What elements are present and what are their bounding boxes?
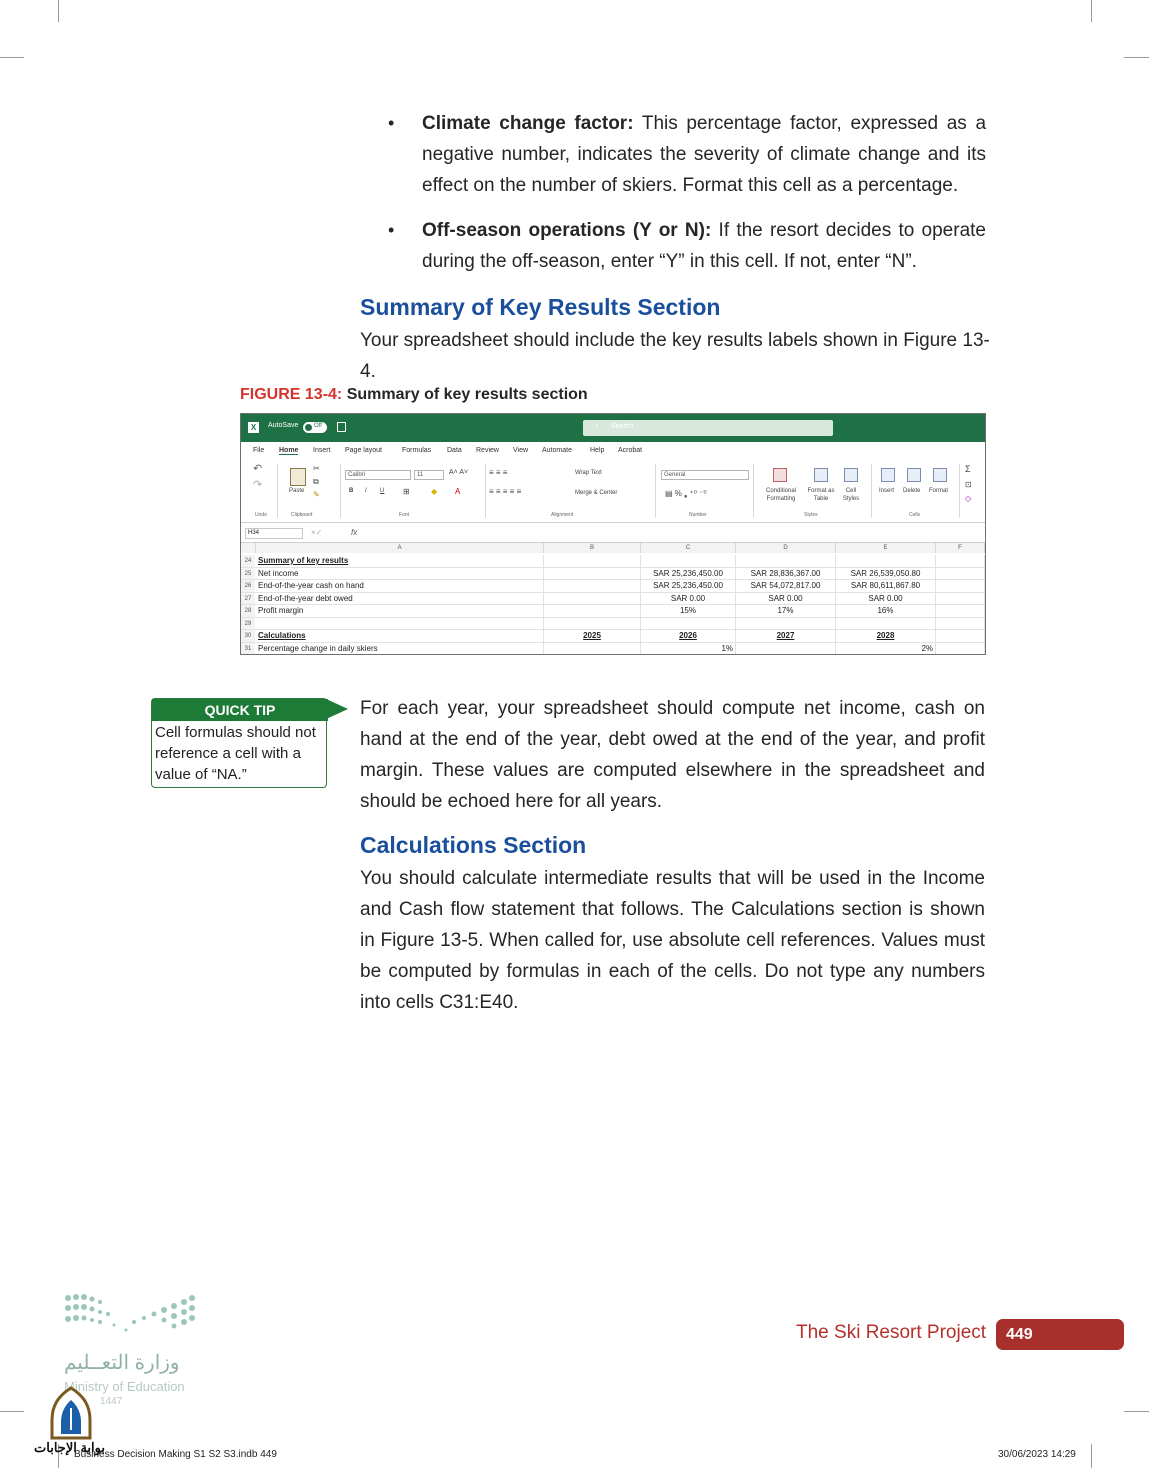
table-row — [241, 618, 985, 631]
ministry-year: 1447 — [100, 1396, 123, 1407]
crop-mark — [58, 0, 59, 22]
row-number[interactable]: 25 — [241, 568, 255, 580]
cell[interactable] — [936, 618, 985, 630]
redo-icon[interactable]: ↷ — [253, 479, 263, 491]
cell[interactable] — [936, 593, 985, 605]
bullet-item — [386, 108, 986, 201]
ministry-name-arabic: وزارة التعــليم — [64, 1352, 180, 1374]
autosave-state: Off — [314, 423, 322, 429]
quick-tip-body: Cell formulas should not reference a cell with a value of “NA.” — [155, 724, 316, 783]
row-number[interactable]: 24 — [241, 555, 255, 567]
ministry-name-english: Ministry of Education — [64, 1379, 185, 1394]
formula-cancel-icon[interactable]: ×✓ — [311, 528, 323, 537]
summary-intro: Your spreadsheet should include the key results labels shown in Figure 13-4. — [360, 330, 990, 382]
tab-page-layout[interactable]: Page layout — [345, 447, 382, 454]
tab-home[interactable]: Home — [279, 447, 299, 454]
grow-font-icon[interactable]: A˄ A˅ — [449, 469, 469, 476]
cell[interactable]: 2028 — [836, 630, 936, 642]
group-label-styles: Styles — [804, 512, 818, 518]
cell[interactable] — [836, 618, 936, 630]
format-painter-icon[interactable]: ✎ — [313, 490, 320, 499]
accounting-format-icon[interactable]: ▤ % ❟ ⁺⁰ ⁻⁰ — [665, 489, 707, 498]
row-number[interactable]: 27 — [241, 593, 255, 605]
excel-screenshot — [240, 413, 986, 655]
crop-mark — [1091, 1444, 1092, 1468]
table-row — [241, 580, 985, 593]
bold-icon[interactable]: B — [349, 488, 354, 494]
cell[interactable] — [936, 555, 985, 567]
cell[interactable] — [544, 568, 641, 580]
row-number[interactable]: 30 — [241, 630, 255, 642]
watermark-text: بوابة الإجابات — [34, 1440, 105, 1455]
cell[interactable]: End-of-the-year debt owed — [256, 593, 544, 605]
delete-cells-icon[interactable] — [907, 468, 921, 482]
format-as-table-icon[interactable] — [814, 468, 828, 482]
ribbon — [241, 460, 985, 523]
font-name-select[interactable]: Calibri — [345, 470, 411, 480]
section-heading-summary: Summary of Key Results Section — [360, 294, 721, 320]
cell[interactable]: End-of-the-year cash on hand — [256, 580, 544, 592]
insert-cells-label: Insert — [879, 488, 895, 494]
autosum-icon[interactable]: Σ — [965, 464, 971, 474]
cell[interactable]: 16% — [836, 605, 936, 617]
crop-mark — [1091, 0, 1092, 22]
cell-styles-label: Cell Styles — [842, 488, 860, 502]
table-row — [241, 555, 985, 568]
crop-mark — [0, 1411, 24, 1412]
cell[interactable]: 2% — [836, 643, 936, 655]
format-cells-icon[interactable] — [933, 468, 947, 482]
clear-icon[interactable]: ◇ — [965, 494, 972, 503]
select-all-corner[interactable] — [241, 543, 256, 553]
column-header[interactable]: B — [544, 543, 641, 553]
row-number[interactable]: 31 — [241, 643, 255, 655]
autosave-label: AutoSave — [268, 422, 299, 429]
save-icon[interactable] — [337, 422, 346, 432]
cell[interactable]: SAR 80,611,867.80 — [836, 580, 936, 592]
group-label-number: Number — [689, 512, 707, 518]
conditional-formatting-label: Conditional Formatting — [765, 488, 797, 502]
calculations-paragraph: You should calculate intermediate results that will be used in the Income and Cash flow statement that follows. The Calculations section is shown in Figure 13-5. When called for, use absolute cell references. Values must be computed by formulas in each of the cells. Do not type any numbers into cells C31:E40. — [360, 868, 985, 1013]
row-number[interactable]: 28 — [241, 605, 255, 617]
search-icon: ⌕ — [595, 423, 599, 430]
figure-caption — [240, 386, 588, 404]
cell[interactable]: Percentage change in daily skiers — [256, 643, 544, 655]
cell[interactable] — [544, 605, 641, 617]
tab-review[interactable]: Review — [476, 447, 499, 454]
search-box[interactable] — [583, 420, 833, 436]
cell[interactable] — [544, 580, 641, 592]
cell[interactable] — [936, 568, 985, 580]
bullet-list — [386, 108, 986, 291]
paste-icon[interactable] — [290, 468, 306, 486]
column-header[interactable]: E — [836, 543, 936, 553]
undo-icon[interactable]: ↶ — [253, 463, 263, 475]
fill-color-icon[interactable]: ◆ — [431, 487, 438, 496]
section-heading-calculations: Calculations Section — [360, 832, 587, 858]
cell[interactable]: SAR 0.00 — [736, 593, 836, 605]
group-label-font: Font — [399, 512, 410, 518]
bullet-item — [386, 215, 986, 277]
group-label-undo: Undo — [255, 512, 267, 518]
column-header[interactable]: D — [736, 543, 836, 553]
cell[interactable] — [736, 643, 836, 655]
cell[interactable] — [836, 555, 936, 567]
bullet-text: If the resort decides to operate during the off-season, enter “Y” in this cell. If not, enter “N”. — [422, 220, 986, 272]
group-label-cells: Cells — [909, 512, 921, 518]
crop-mark — [0, 57, 24, 58]
format-cells-label: Format — [929, 488, 949, 494]
cell[interactable] — [544, 593, 641, 605]
align-top-icon[interactable]: ≡ ≡ ≡ — [489, 468, 508, 477]
tab-view[interactable]: View — [513, 447, 529, 454]
cell[interactable]: SAR 0.00 — [836, 593, 936, 605]
cell[interactable]: SAR 0.00 — [641, 593, 736, 605]
column-header[interactable]: A — [256, 543, 544, 553]
cell[interactable]: 1% — [641, 643, 736, 655]
excel-logo-icon: X — [248, 422, 259, 433]
table-row — [241, 593, 985, 606]
cut-icon[interactable]: ✂ — [313, 464, 320, 473]
fx-icon[interactable]: fx — [351, 528, 358, 537]
font-color-icon[interactable]: A — [455, 487, 461, 496]
name-box[interactable]: H34 — [245, 528, 303, 539]
cell[interactable] — [936, 630, 985, 642]
column-header[interactable]: F — [936, 543, 985, 553]
table-row — [241, 605, 985, 618]
cell[interactable]: SAR 25,236,450.00 — [641, 580, 736, 592]
tab-formulas[interactable]: Formulas — [402, 447, 432, 454]
borders-icon[interactable]: ⊞ — [403, 487, 410, 496]
tab-data[interactable]: Data — [447, 447, 462, 454]
format-as-table-label: Format as Table — [807, 488, 835, 502]
cell[interactable]: 2025 — [544, 630, 641, 642]
cell[interactable] — [936, 605, 985, 617]
merge-center-button[interactable]: Merge & Center — [575, 490, 618, 496]
cell[interactable]: SAR 25,236,450.00 — [641, 568, 736, 580]
group-label-alignment: Alignment — [551, 512, 574, 518]
slug-date: 30/06/2023 14:29 — [998, 1449, 1076, 1460]
copy-icon[interactable]: ⧉ — [313, 477, 319, 486]
results-paragraph: For each year, your spreadsheet should compute net income, cash on hand at the end of the year, debt owed at the end of the year, and profit margin. These values are computed elsewhere in the spreadsheet and should be echoed here for all years. — [360, 698, 985, 812]
wrap-text-button[interactable]: Wrap Text — [575, 470, 602, 476]
cell[interactable]: 2026 — [641, 630, 736, 642]
cell[interactable] — [256, 618, 544, 630]
cell[interactable] — [641, 618, 736, 630]
quick-tip-arrow — [324, 698, 348, 720]
cell[interactable]: Summary of key results — [256, 555, 544, 567]
table-row — [241, 568, 985, 581]
column-header[interactable]: C — [641, 543, 736, 553]
cell[interactable] — [544, 555, 641, 567]
autosave-toggle[interactable] — [303, 422, 327, 433]
align-left-icon[interactable]: ≡ ≡ ≡ ≡ ≡ — [489, 487, 522, 496]
figure-caption-text: Summary of key results section — [342, 386, 588, 403]
row-number[interactable]: 29 — [241, 618, 255, 630]
footer-project-title: The Ski Resort Project — [796, 1322, 987, 1343]
italic-icon[interactable]: I — [365, 488, 367, 494]
bullet-term: Off-season operations (Y or N): — [422, 220, 712, 241]
crop-mark — [1124, 1411, 1149, 1412]
cell-styles-icon[interactable] — [844, 468, 858, 482]
tab-automate[interactable]: Automate — [542, 447, 572, 454]
cell[interactable] — [736, 555, 836, 567]
insert-cells-icon[interactable] — [881, 468, 895, 482]
search-placeholder: Search — [611, 423, 634, 430]
cell[interactable]: Calculations — [256, 630, 544, 642]
cell[interactable] — [641, 555, 736, 567]
number-format-select[interactable]: General — [661, 470, 749, 480]
table-row — [241, 643, 985, 656]
quick-tip-title: QUICK TIP — [152, 699, 328, 721]
bullet-term: Climate change factor: — [422, 113, 634, 134]
cell[interactable]: SAR 26,539,050.80 — [836, 568, 936, 580]
tab-acrobat[interactable]: Acrobat — [618, 447, 643, 454]
cell[interactable]: 15% — [641, 605, 736, 617]
cell[interactable] — [544, 643, 641, 655]
page-number-badge: 449 — [996, 1319, 1124, 1350]
quick-tip-box — [151, 698, 327, 788]
tab-file[interactable]: File — [253, 447, 265, 454]
underline-icon[interactable]: U — [380, 488, 385, 494]
crop-mark — [1124, 57, 1149, 58]
conditional-formatting-icon[interactable] — [773, 468, 787, 482]
paste-label: Paste — [289, 488, 305, 494]
ministry-logo-dots-icon — [64, 1292, 198, 1338]
cell[interactable]: Profit margin — [256, 605, 544, 617]
tab-help[interactable]: Help — [590, 447, 605, 454]
cell[interactable]: SAR 54,072,817.00 — [736, 580, 836, 592]
group-label-clipboard: Clipboard — [291, 512, 313, 518]
delete-cells-label: Delete — [903, 488, 921, 494]
bullet-text: This percentage factor, expressed as a negative number, indicates the severity of climate change and its effect on the number of skiers. Format this cell as a percentage. — [422, 113, 987, 196]
cell[interactable] — [936, 580, 985, 592]
figure-number: FIGURE 13-4: — [240, 386, 343, 403]
watermark-emblem-icon — [48, 1386, 94, 1440]
slug-file: Business Decision Making S1 S2 S3.indb 449 — [74, 1449, 277, 1460]
font-size-select[interactable]: 11 — [414, 470, 444, 480]
cell[interactable] — [736, 618, 836, 630]
cell[interactable] — [936, 643, 985, 655]
table-row — [241, 630, 985, 643]
cell[interactable]: Net income — [256, 568, 544, 580]
ribbon-tabs — [241, 444, 985, 458]
excel-title-bar — [241, 414, 985, 442]
row-number[interactable]: 26 — [241, 580, 255, 592]
cell[interactable]: SAR 28,836,367.00 — [736, 568, 836, 580]
tab-insert[interactable]: Insert — [313, 447, 331, 454]
cell[interactable]: 17% — [736, 605, 836, 617]
cell[interactable] — [544, 618, 641, 630]
formula-bar — [241, 526, 985, 543]
fill-icon[interactable]: ⊡ — [965, 480, 972, 489]
cell[interactable]: 2027 — [736, 630, 836, 642]
